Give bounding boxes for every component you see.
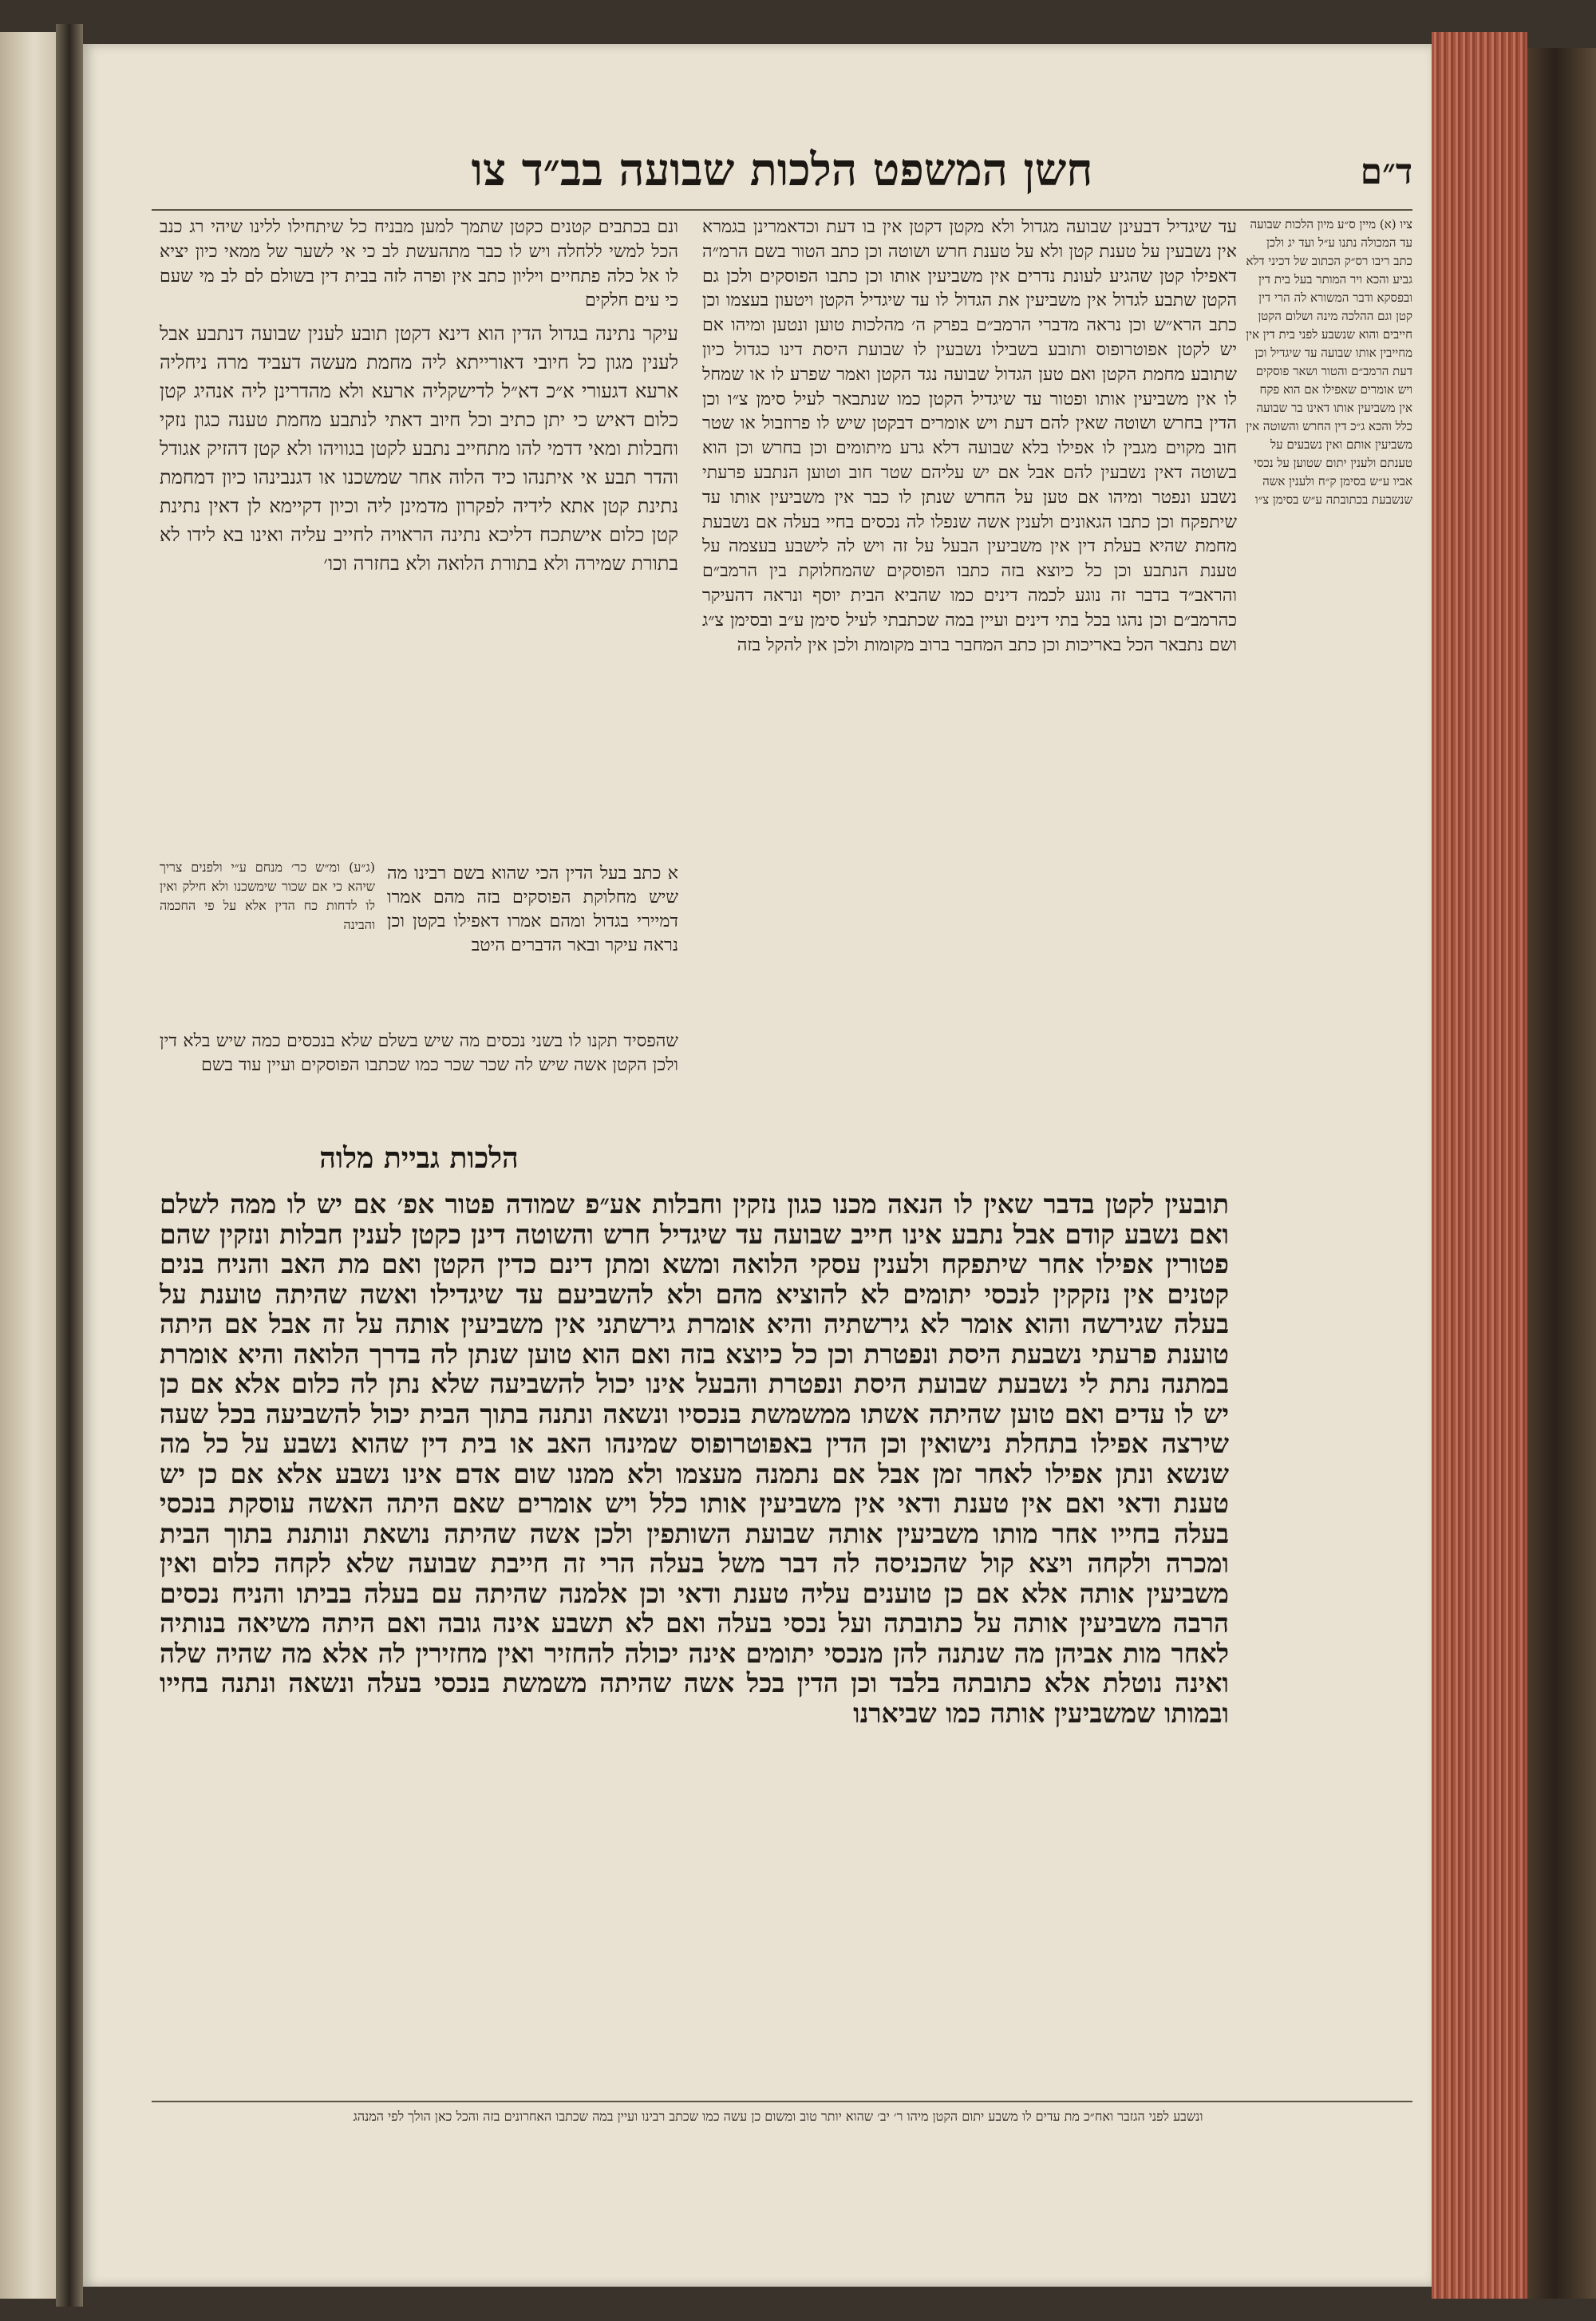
- left-top-text: ונם בכתבים קטנים כקטן שתמך למען מבניח כל שיתחילו ללינו שיהי רג כנב הכל למשי ללחלה ויש לו כבר מתהעשת לב כי אי לשער של ממאי כיון יציא לו אל כלה פתחיים ויליון כתב אין ופרה לזה בבית דין בשולם לם לב מי שעם כי עים חלקים: [160, 217, 678, 311]
- left-mid-commentary: [387, 862, 678, 1054]
- page-header: [144, 136, 1420, 208]
- left-page-edge: [0, 32, 56, 2299]
- left-mid-text: א כתב בעל הדין הכי שהוא בשם רבינו מה שיש מחלוקת הפוסקים בזה מהם אמרו דמיירי בגדול ומהם אמרו דאפילו בקטן וכן נראה עיקר ובאר הדברים היטב: [387, 864, 678, 955]
- header-rule: [152, 209, 1412, 211]
- main-commentary-text: עיקר נתינה בגדול הדין הוא דינא דקטן תובע לענין שבועה דנתבע אבל לענין מגון כל חיובי דאורייתא ליה מחמת מעשה דעביד מרה ניחליה ארעא דגעורי א״כ דא״ל לדישקליה ארעא ולא מהדרינן ליה אנהיג קטן כלום דאיש כי יתן כתיב וכל חיוב דאתי לנתבע מחמת טענה כגון נזקי וחבלות ומאי דדמי להו מתחייב נתבע לקטן בגוויהו ולא קטן דהזיק אגודל והדר תבע אי איתנהו כיד הלוה אחר שמשכנו או דגנבינהו כיון דמחמת נתינת קטן אתא לידיה לפקרון מדמינן ליה וכיון דקיימא לן דאין נתינת קטן כלום אישתכח דליכא נתינה הראויה לחייב עליה ואינו בא לידו לא בתורת שמירה ולא בתורת הלואה ולא בחזרה וכו׳: [160, 322, 678, 575]
- inset-notes-text: (ג״ע) ומ״ש כר׳ מנחם ע״י ולפנים צריך שיהא כי אם שכור שימשכנו ולא חילק ואין לו לדחות כח הדין אלא על פי החכמה והבינה: [160, 860, 375, 932]
- main-text: תובעין לקטן בדבר שאין לו הנאה מכנו כגון נזקין וחבלות אע״פ שמודה פטור אפ׳ אם יש לו ממה לשלם ואם נשבע קודם אבל נתבע אינו חייב שבועה עד שיגדיל חרש והשוטה דינן כקטן לענין חבלות ונזקין שהם פטורין אפילו אחר שיתפקח ולענין עסקי הלואה ומשא ומתן דינם כדין הקטן ואם מת האב והניח בנים קטנים אין נזקקין לנכסי יתומים לא להוציא מהם ולא להשביעם עד שיגדילו ואשה שהיתה טוענת על בעלה שגירשה והוא אומר לא גירשתיה והיא אומרת גירשתני אין משביעין אותה על זה אבל אם היתה טוענת פרעתי נשבעת היסת ונפטרת וכן כל כיוצא בזה ואם הוא טוען שנתן לה בדרך הלואה והיא אומרת במתנה נתת לי נשבעת שבועת היסת ונפטרת והבעל אינו יכול להשביעה שלא נתן לה כלום אלא אם כן יש לו עדים ואם טוען שהיתה אשתו ממשמשת בנכסיו ונשאה ונתנה בתוך הבית יכול להשביעה בכל שעה שירצה אפילו בתחלת נישואין וכן הדין באפוטרופוס שמינהו האב או בית דין שהוא נשבע על כל מה שנשא ונתן אפילו לאחר זמן אבל אם נתמנה מעצמו ולא ממנו שום אדם אינו נשבע אלא אם כן יש טענת ודאי ואם אין טענת ודאי אין משביעין אותו כלל ויש אומרים שאם היתה האשה עוסקת בנכסי בעלה בחייו אחר מותו משביעין אותה שבועת השותפין ולכן אשה שהיתה נושאת ונותנת בתוך הבית ומכרה ולקחה ויצא קול שהכניסה לה דבר משל בעלה הרי זה חייבת שבועה שלא לקחה כלום ואין משביעין אותה אלא אם כן טוענים עליה טענת ודאי וכן אלמנה שהיתה עם בעלה בביתו והניח נכסים הרבה משביעין אותה על כתובתה ועל נכסי בעלה ואם לא תשבע אינה גובה ואם היתה משיאה בנותיה לאחר מות אביהן מה שנתנה להן מנכסי יתומים אינה יכולה להחזיר ואין מחזירין לה אלא מה שהיה שלה ואינה נוטלת אלא כתובתה בלבד וכן הדין בכל אשה שהיתה משמשת בנכסי בעלה ונשאה ונתנה בחייו ובמותו שמשביעין אותה כמו שביארנו: [160, 1189, 1229, 1729]
- left-small-text: שהפסיד תקנו לו בשני נכסים מה שיש בשלם שלא בנכסים כמה שיש בלא דין ולכן הקטן אשה שיש לה שכר שכר כמו שכתבו הפוסקים ועיין עוד בשם: [160, 1031, 678, 1075]
- section-heading: הלכות גביית מלוה: [319, 1141, 519, 1175]
- right-commentary-text: עד שיגדיל דבעינן שבועה מגדול ולא מקטן דקטן אין בו דעת וכדאמרינן בגמרא אין נשבעין על טענת קטן ולא על טענת חרש ושוטה וכן כתב הטור בשם הרמ״ה דאפילו קטן שהגיע לעונת נדרים אין משביעין אותו וכן כתבו הפוסקים ולכן גם הקטן שתבע לגדול אין משביעין את הגדול לו עד שיגדיל הקטן ויטעון בעצמו וכן כתב הרא״ש וכן נראה מדברי הרמב״ם בפרק ה׳ מהלכות טוען ונטען ומיהו אם יש לקטן אפוטרופוס ותובע בשבילו נשבעין לו שבועת היסת דינו כגדול כיון שתובע מחמת הקטן ואם טען הגדול שבועה נגד הקטן ואמר שפרע לו או שמחל לו אין משביעין אותו ופטור עד שיגדיל הקטן כמו שנתבאר לעיל סימן צ״ו וכן הדין בחרש ושוטה שאין להם דעת ויש אומרים דבקטן שיש לו פרוזבול או שטר חוב מקוים מגבין לו אפילו בלא שבועה דלא גרע מיתומים וכן בחרש וכן הוא בשוטה דאין נשבעין להם אבל אם יש עליהם שטר חוב וטוען הנתבע פרעתי נשבע ונפטר ומיהו אם טען על החרש שנתן לו כבר אין משביעין אותו עד שיתפקח וכן כתבו הגאונים ולענין אשה שנפלו לה נכסים בחיי בעלה אם נשבעת מחמת שהיא בעלת דין אין משביעין הבעל על זה ויש לה לישבע בעצמה על טענת הנתבע וכן כל כיוצא בזה כתבו הפוסקים שהמחלוקת בין הרמב״ם והראב״ד בדבר זה נוגע לכמה דינים כמו שהביא הבית יוסף ונראה דהעיקר כהרמב״ם וכן נהגו בכל בתי דינים ועיין במה שכתבתי לעיל סימן ע״ב ובסימן צ״ג ושם נתבאר הכל באריכות וכן כתב המחבר ברוב מקומות ולכן אין להקל בזה: [702, 217, 1237, 655]
- left-top-commentary: [160, 215, 678, 311]
- main-text-block: [160, 1189, 1229, 2099]
- outer-commentary-column: [1245, 215, 1412, 2035]
- running-title: חשן המשפט הלכות שבועה בב״ד צו: [471, 144, 1093, 196]
- page-block-edge: [1432, 32, 1527, 2299]
- outer-commentary-text: ציו (א) מיין ס״ע מיון הלכות שבועה עד המכולה נתנו ע״ל ועד יג ולכן כתב ריבו רס״ק הכתוב של דכיני דלא גביע והכא ויר המותר בעל בית דין ובפסקא ודבר המשורא לה הרי דין קטן וגם ההלכה מינה ושלום הקטן חייבים והוא שנשבע לפני בית דין אין מחייבין אותו שבועה עד שיגדיל וכן דעת הרמב״ם והטור ושאר פוסקים ויש אומרים שאפילו אם הוא פקח אין משביעין אותו דאינו בר שבועה כלל והכא ג״כ דין החרש והשוטה אין משביעין אותם ואין נשבעים על טענתם ולענין יתום שטוען על נכסי אביו ע״ש בסימן ק״ח ולענין אשה שנשבעת בכתובתה ע״ש בסימן צ״ו: [1246, 217, 1412, 507]
- book-gutter: [56, 24, 83, 2307]
- inset-notes: [160, 858, 375, 1034]
- main-commentary-block: [160, 319, 678, 862]
- book-cover: [1527, 48, 1596, 2299]
- footnote-rule: [152, 2101, 1412, 2102]
- left-small-commentary: [160, 1030, 678, 1133]
- footnote: ונשבע לפני הגזבר ואח״כ מת עדים לו משבע יתום הקטן מיהו ר׳ יב׳ שהוא יותר טוב ומשום כן עשה כמו שכתב רבינו ועיין במה שכתבו האחרונים בזה והכל כאן הולך לפי המנהג: [353, 2109, 1203, 2124]
- page-number: ד״ם: [1360, 152, 1412, 192]
